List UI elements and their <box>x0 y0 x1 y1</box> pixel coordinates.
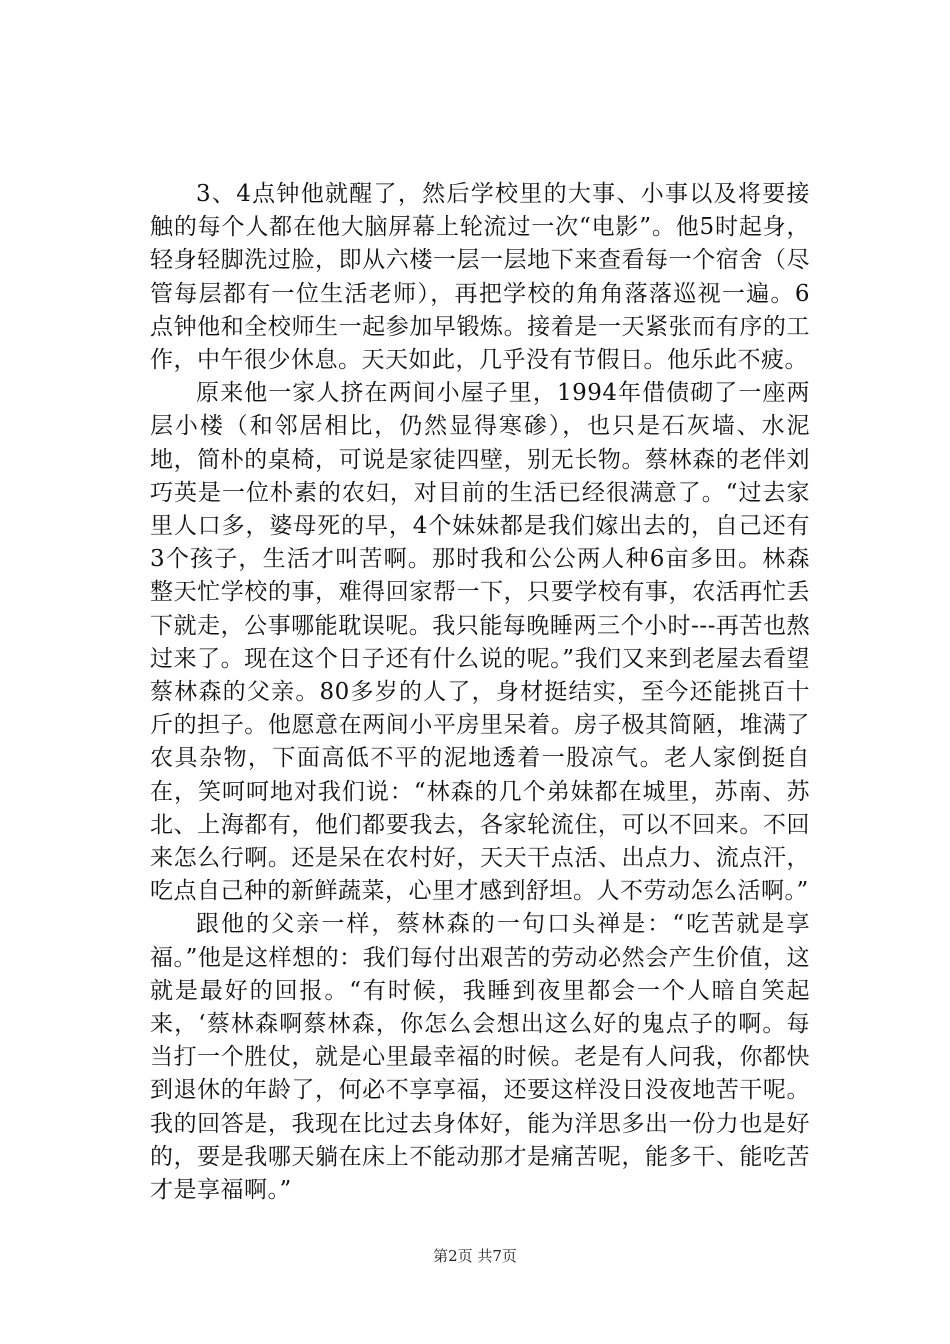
page-footer <box>0 1246 950 1266</box>
body-text <box>150 178 810 1207</box>
page-number: 第2页 共7页 <box>433 1247 517 1265</box>
paragraph-2: 原来他一家人挤在两间小屋子里，1994年借债砌了一座两层小楼（和邻居相比，仍然显得寒碜），也只是石灰墙、水泥地，简朴的桌椅，可说是家徒四壁，别无长物。蔡林森的老伴刘巧英是一位朴素的农妇，对目前的生活已经很满意了。“过去家里人口多，婆母死的早，4个妹妹都是我们嫁出去的，自己还有3个孩子，生活才叫苦啊。那时我和公公两人种6亩多田。林森整天忙学校的事，难得回家帮一下，只要学校有事，农活再忙丢下就走，公事哪能耽误呢。我只能每晚睡两三个小时---再苦也熬过来了。现在这个日子还有什么说的呢。”我们又来到老屋去看望蔡林森的父亲。80多岁的人了，身材挺结实，至今还能挑百十斤的担子。他愿意在两间小平房里呆着。房子极其简陋，堆满了农具杂物，下面高低不平的泥地透着一股凉气。老人家倒挺自在，笑呵呵地对我们说：“林森的几个弟妹都在城里，苏南、苏北、上海都有，他们都要我去，各家轮流住，可以不回来。不回来怎么行啊。还是呆在农村好，天天干点活、出点力、流点汗，吃点自己种的新鲜蔬菜，心里才感到舒坦。人不劳动怎么活啊。” <box>150 380 810 905</box>
paragraph-1: 3、4点钟他就醒了，然后学校里的大事、小事以及将要接触的每个人都在他大脑屏幕上轮流过一次“电影”。他5时起身，轻身轻脚洗过脸，即从六楼一层一层地下来查看每一个宿舍（尽管每层都有一位生活老师），再把学校的角角落落巡视一遍。6点钟他和全校师生一起参加早锻炼。接着是一天紧张而有序的工作，中午很少休息。天天如此，几乎没有节假日。他乐此不疲。 <box>150 181 810 374</box>
paragraph-3: 跟他的父亲一样，蔡林森的一句口头禅是：“吃苦就是享福。”他是这样想的：我们每付出艰苦的劳动必然会产生价值，这就是最好的回报。“有时候，我睡到夜里都会一个人暗自笑起来，‘蔡林森啊蔡林森，你怎么会想出这么好的鬼点子的啊。每当打一个胜仗，就是心里最幸福的时候。老是有人问我，你都快到退休的年龄了，何必不享享福，还要这样没日没夜地苦干呢。我的回答是，我现在比过去身体好，能为洋思多出一份力也是好的，要是我哪天躺在床上不能动那才是痛苦呢，能多干、能吃苦才是享福啊。” <box>150 911 810 1204</box>
